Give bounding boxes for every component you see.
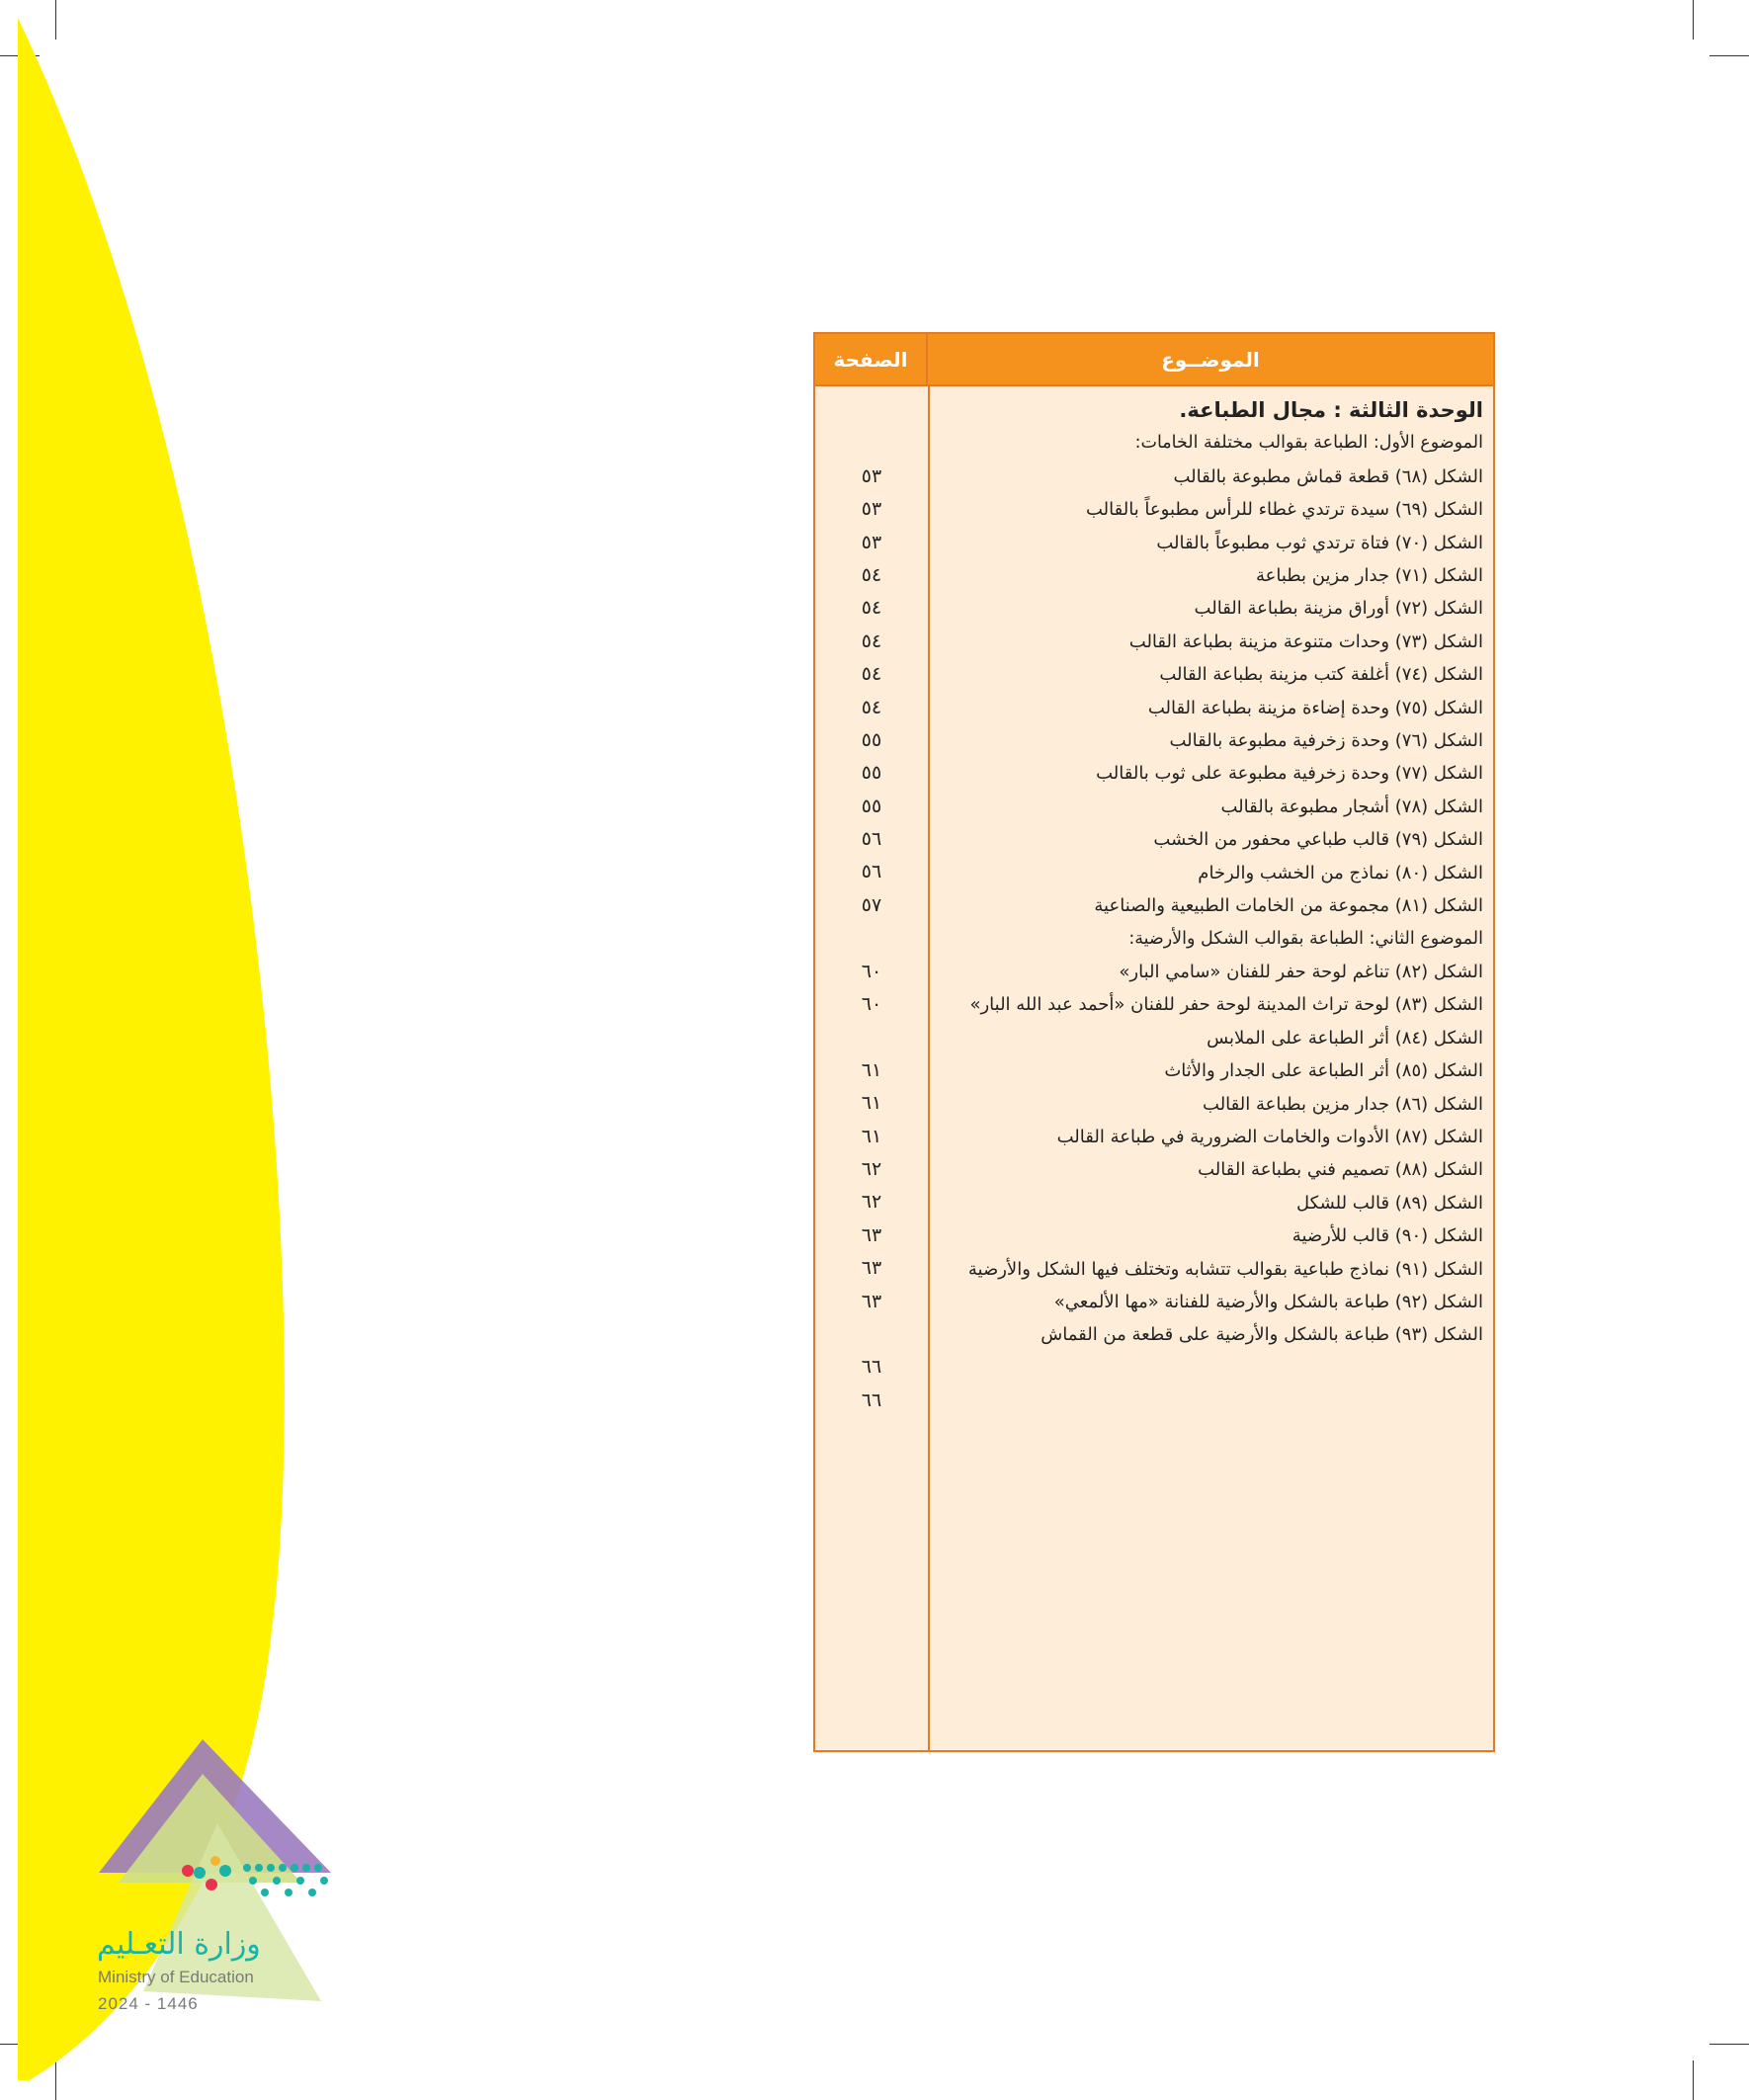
table-row-topic: الشكل (٨٨) تصميم فني بطباعة القالب: [1198, 1159, 1483, 1181]
table-row-page: ٥٦: [861, 828, 882, 851]
table-row-page: ٥٤: [861, 630, 882, 652]
table-row-page: ٥٥: [861, 795, 882, 817]
table-row-page: ٦٢: [861, 1158, 882, 1180]
table-row-page: ٥٣: [861, 531, 882, 553]
table-row-topic: الشكل (٨٦) جدار مزين بطباعة القالب: [1203, 1093, 1483, 1115]
table-row-topic: الشكل (٨٤) أثر الطباعة على الملابس: [1207, 1027, 1483, 1049]
table-row-topic: الشكل (٦٨) قطعة قماش مطبوعة بالقالب: [1173, 465, 1483, 487]
crop-mark: [1693, 2060, 1694, 2100]
table-row-topic: الشكل (٧٧) وحدة زخرفية مطبوعة على ثوب بالقالب: [1096, 763, 1483, 785]
table-header: [815, 334, 1493, 386]
unit-title: الوحدة الثالثة : مجال الطباعة.: [1179, 398, 1483, 422]
table-row-page: ٥٥: [861, 762, 882, 785]
table-row-topic: الشكل (٧٣) وحدات متنوعة مزينة بطباعة القالب: [1128, 630, 1483, 652]
table-row-topic: الشكل (٩٢) طباعة بالشكل والأرضية للفنانة «مها الألمعي»: [1053, 1291, 1483, 1312]
table-row-page: ٦٣: [861, 1223, 882, 1246]
table-row-page: ٥٣: [861, 498, 882, 521]
table-row-page: ٦٦: [861, 1388, 882, 1411]
header-topic: الموضــوع: [926, 334, 1493, 384]
table-row-page: ٥٥: [861, 728, 882, 751]
table-row-topic: الشكل (٩٣) طباعة بالشكل والأرضية على قطعة من القماش: [1041, 1324, 1483, 1346]
section-heading: الموضوع الأول: الطباعة بقوالب مختلفة الخامات:: [1134, 433, 1483, 454]
table-row-page: ٥٤: [861, 696, 882, 718]
table-row-topic: الشكل (٧٨) أشجار مطبوعة بالقالب: [1220, 796, 1483, 817]
topic-column: [928, 386, 1493, 1750]
page-column: [815, 386, 928, 1750]
ministry-name-arabic: وزارة التعـليم: [97, 1927, 261, 1962]
table-row-topic: الشكل (٧٥) وحدة إضاءة مزينة بطباعة القالب: [1147, 697, 1483, 718]
crop-mark: [1693, 0, 1694, 40]
crop-mark: [1709, 55, 1749, 56]
table-row-topic: الشكل (٨٠) نماذج من الخشب والرخام: [1198, 862, 1483, 883]
table-row-page: [815, 427, 928, 460]
table-row-topic: الشكل (٧٢) أوراق مزينة بطباعة القالب: [1194, 598, 1483, 620]
table-row-page: ٥٦: [861, 861, 882, 883]
edition-year: 2024 - 1446: [98, 1994, 199, 2013]
table-row-topic: الشكل (٩١) نماذج طباعية بقوالب تتشابه وتختلف فيها الشكل والأرضية: [967, 1258, 1483, 1280]
table-row-page: ٥٤: [861, 663, 882, 686]
table-row-page: ٦٠: [861, 960, 882, 982]
table-row-page: ٦٠: [861, 993, 882, 1016]
table-row-page: ٥٧: [861, 893, 882, 916]
section-heading: الموضوع الثاني: الطباعة بقوالب الشكل والأرضية:: [1128, 928, 1483, 949]
table-row-page: ٦٦: [861, 1356, 882, 1379]
table-row-topic: الشكل (٧٩) قالب طباعي محفور من الخشب: [1153, 829, 1483, 851]
table-row-topic: الشكل (٨٧) الأدوات والخامات الضرورية في طباعة القالب: [1056, 1126, 1483, 1147]
table-row-topic: الشكل (٧١) جدار مزين بطباعة: [1255, 565, 1483, 587]
table-body: [815, 386, 1493, 1750]
table-row-page: ٦١: [861, 1092, 882, 1115]
table-row-page: ٥٤: [861, 563, 882, 586]
table-row-page: ٥٤: [861, 597, 882, 620]
table-row-topic: الشكل (٨٥) أثر الطباعة على الجدار والأثاث: [1164, 1060, 1483, 1082]
table-row-page: ٦١: [861, 1058, 882, 1081]
table-row-topic: الشكل (٨٣) لوحة تراث المدينة لوحة حفر للفنان «أحمد عبد الله البار»: [969, 994, 1483, 1016]
table-row-topic: الشكل (٩٠) قالب للأرضية: [1291, 1225, 1483, 1247]
table-row-page: [815, 922, 928, 955]
table-row-topic: الشكل (٧٤) أغلفة كتب مزينة بطباعة القالب: [1159, 664, 1483, 686]
table-row-topic: الشكل (٦٩) سيدة ترتدي غطاء للرأس مطبوعاً بالقالب: [1085, 499, 1483, 521]
table-row-topic: الشكل (٨١) مجموعة من الخامات الطبيعية والصناعية: [1094, 895, 1483, 917]
table-row-topic: الشكل (٨٩) قالب للشكل: [1296, 1192, 1483, 1214]
table-row-page: ٦١: [861, 1125, 882, 1147]
table-row-page: ٦٣: [861, 1290, 882, 1312]
header-page: الصفحة: [833, 347, 908, 372]
table-row-page: [815, 394, 928, 427]
table-row-topic: الشكل (٧٠) فتاة ترتدي ثوب مطبوعاً بالقالب: [1156, 532, 1483, 553]
table-row-page: ٦٢: [861, 1191, 882, 1214]
table-row-topic: الشكل (٨٢) تناغم لوحة حفر للفنان «سامي البار»: [1119, 961, 1483, 982]
table-row-topic: الشكل (٧٦) وحدة زخرفية مطبوعة بالقالب: [1169, 730, 1483, 752]
ministry-name-english: Ministry of Education: [98, 1968, 254, 1986]
crop-mark: [1709, 2044, 1749, 2045]
contents-table: [813, 332, 1495, 1752]
table-row-page: ٦٣: [861, 1257, 882, 1280]
table-row-page: ٥٣: [861, 464, 882, 487]
